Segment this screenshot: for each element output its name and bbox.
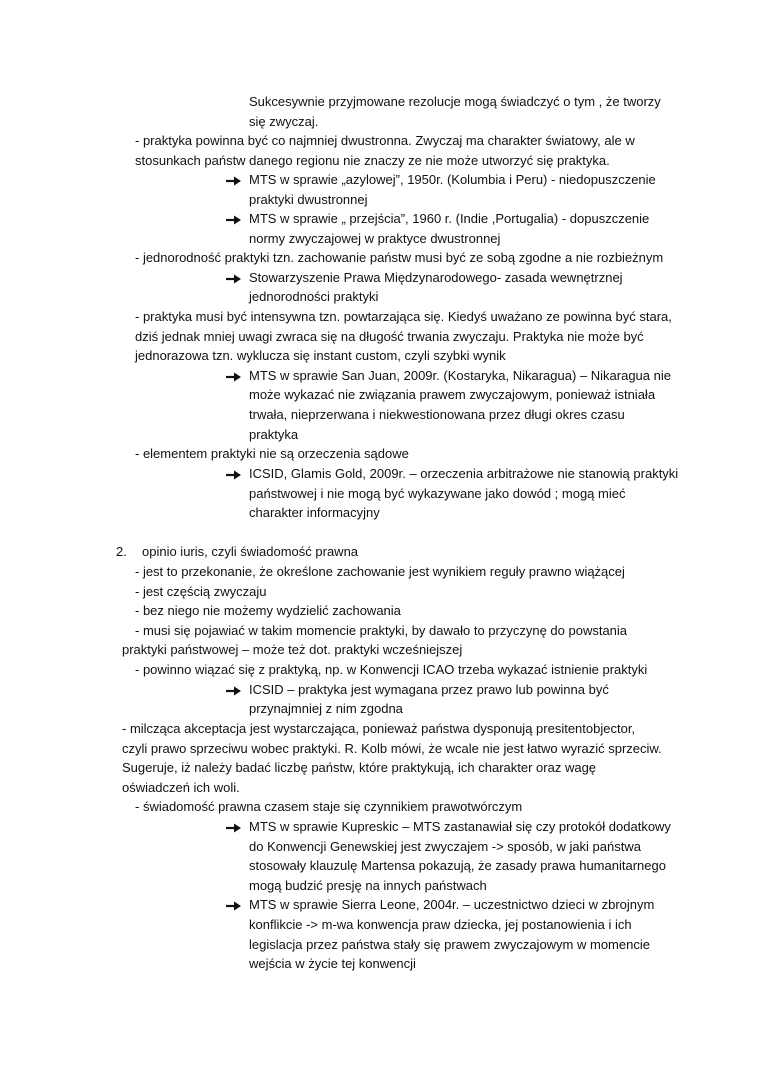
bullet-text: jednorodności praktyki: [249, 289, 379, 304]
bullet-text: normy zwyczajowej w praktyce dwustronnej: [249, 231, 501, 246]
right-arrow-icon: [226, 901, 242, 911]
text-line: - praktyka musi być intensywna tzn. powtarzająca się. Kiedyś uważano ze powinna być stara,: [135, 309, 672, 324]
list-number: 2.: [116, 544, 127, 559]
text-line: - milcząca akceptacja jest wystarczająca, ponieważ państwa dysponują presitentobjector,: [122, 721, 636, 736]
bullet-text: MTS w sprawie San Juan, 2009r. (Kostaryka, Nikaragua) – Nikaragua nie: [249, 368, 671, 383]
text-line: oświadczeń ich woli.: [122, 780, 240, 795]
text-line: - bez niego nie możemy wydzielić zachowania: [135, 603, 401, 618]
text-line: się zwyczaj.: [249, 114, 319, 129]
text-line: dziś jednak mniej uwagi zwraca się na długość trwania zwyczaju. Praktyka nie może być: [135, 329, 644, 344]
bullet-text: do Konwencji Genewskiej jest zwyczajem -> sposób, w jaki państwa: [249, 839, 641, 854]
right-arrow-icon: [226, 686, 242, 696]
right-arrow-icon: [226, 470, 242, 480]
text-line: - jest to przekonanie, że określone zachowanie jest wynikiem reguły prawno wiążącej: [135, 564, 625, 579]
right-arrow-icon: [226, 372, 242, 382]
bullet-text: legislacja przez państwa stały się prawem zwyczajowym w momencie: [249, 937, 650, 952]
text-line: Sukcesywnie przyjmowane rezolucje mogą świadczyć o tym , że tworzy: [249, 94, 661, 109]
bullet-text: MTS w sprawie „ przejścia”, 1960 r. (Indie ,Portugalia) - dopuszczenie: [249, 211, 650, 226]
bullet-text: MTS w sprawie Kupreskic – MTS zastanawiał się czy protokół dodatkowy: [249, 819, 671, 834]
right-arrow-icon: [226, 215, 242, 225]
bullet-text: państwowej i nie mogą być wykazywane jako dowód ; mogą mieć: [249, 486, 626, 501]
text-line: - powinno wiązać się z praktyką, np. w Konwencji ICAO trzeba wykazać istnienie praktyki: [135, 662, 648, 677]
bullet-text: przynajmniej z nim zgodna: [249, 701, 403, 716]
text-line: stosunkach państw danego regionu nie znaczy ze nie może utworzyć się praktyka.: [135, 153, 610, 168]
section-heading: opinio iuris, czyli świadomość prawna: [142, 544, 359, 559]
text-line: Sugeruje, iż należy badać liczbę państw, które praktykują, ich charakter oraz wagę: [122, 760, 597, 775]
right-arrow-icon: [226, 274, 242, 284]
bullet-text: charakter informacyjny: [249, 505, 380, 520]
text-line: - jest częścią zwyczaju: [135, 584, 267, 599]
right-arrow-icon: [226, 176, 242, 186]
bullet-text: mogą budzić presję na innych państwach: [249, 878, 487, 893]
bullet-text: ICSID, Glamis Gold, 2009r. – orzeczenia arbitrażowe nie stanowią praktyki: [249, 466, 679, 481]
bullet-text: wejścia w życie tej konwencji: [249, 956, 416, 971]
bullet-text: może wykazać nie związania prawem zwyczajowym, ponieważ istniała: [249, 387, 656, 402]
bullet-text: Stowarzyszenie Prawa Międzynarodowego- zasada wewnętrznej: [249, 270, 623, 285]
bullet-text: MTS w sprawie Sierra Leone, 2004r. – uczestnictwo dzieci w zbrojnym: [249, 897, 655, 912]
text-line: czyli prawo sprzeciwu wobec praktyki. R. Kolb mówi, że wcale nie jest łatwo wyrazić sprzeciw.: [122, 741, 662, 756]
text-line: - jednorodność praktyki tzn. zachowanie państw musi być ze sobą zgodne a nie rozbieżnym: [135, 250, 664, 265]
bullet-text: ICSID – praktyka jest wymagana przez prawo lub powinna być: [249, 682, 609, 697]
text-line: - elementem praktyki nie są orzeczenia sądowe: [135, 446, 409, 461]
text-line: jednorazowa tzn. wyklucza się instant custom, czyli szybki wynik: [135, 348, 506, 363]
bullet-text: trwała, nieprzerwana i niekwestionowana przez długi okres czasu: [249, 407, 625, 422]
text-line: - praktyka powinna być co najmniej dwustronna. Zwyczaj ma charakter światowy, ale w: [135, 133, 635, 148]
bullet-text: stosowały klauzulę Martensa pokazują, że zasady prawa humanitarnego: [249, 858, 666, 873]
bullet-text: praktyki dwustronnej: [249, 192, 368, 207]
text-line: - świadomość prawna czasem staje się czynnikiem prawotwórczym: [135, 799, 523, 814]
right-arrow-icon: [226, 823, 242, 833]
bullet-text: MTS w sprawie „azylowej”, 1950r. (Kolumbia i Peru) - niedopuszczenie: [249, 172, 656, 187]
text-line: - musi się pojawiać w takim momencie praktyki, by dawało to przyczynę do powstania: [135, 623, 628, 638]
bullet-text: praktyka: [249, 427, 299, 442]
text-line: praktyki państwowej – może też dot. praktyki wcześniejszej: [122, 642, 463, 657]
bullet-text: konflikcie -> m-wa konwencja praw dziecka, jej postanowienia i ich: [249, 917, 632, 932]
